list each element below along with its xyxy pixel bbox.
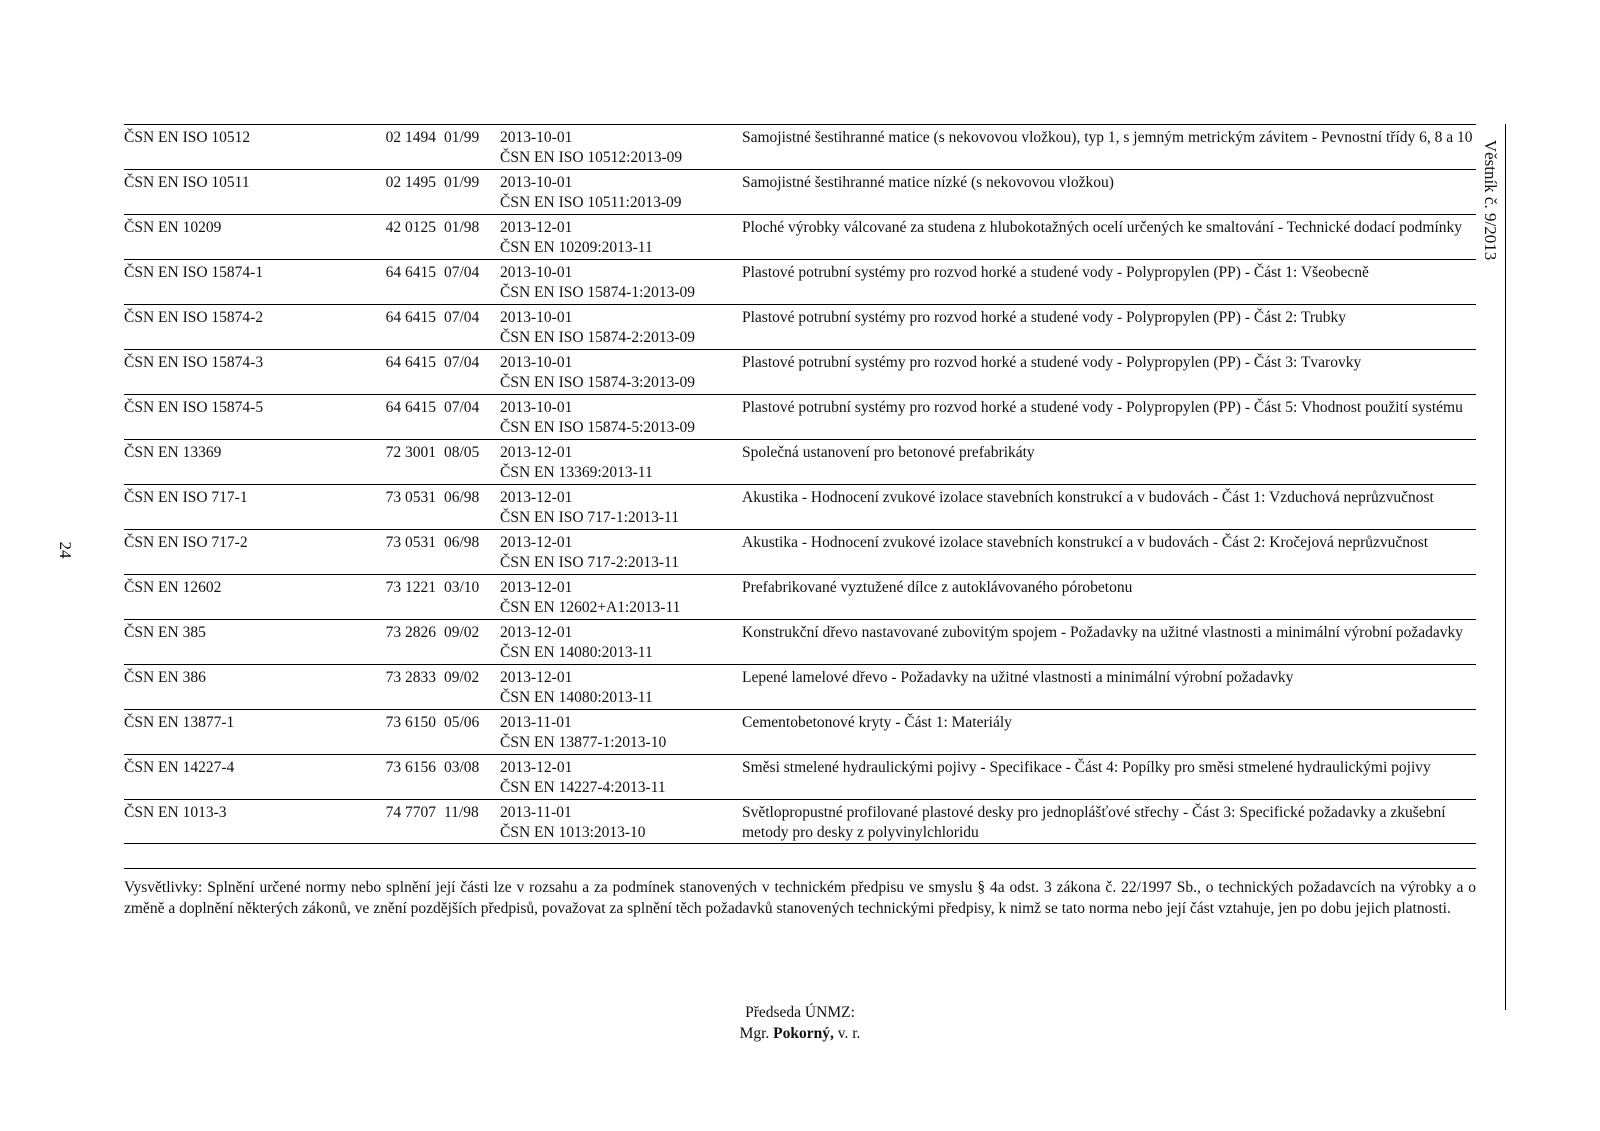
replacement-cell xyxy=(492,800,738,843)
footnote-divider xyxy=(124,868,1476,869)
replacement-cell xyxy=(492,440,738,484)
issue-date: 11/98 xyxy=(444,804,479,821)
issue-date: 08/05 xyxy=(444,444,480,461)
issue-date: 05/06 xyxy=(444,714,480,731)
replacement-cell xyxy=(492,170,738,214)
effective-date: 2013-12-01 xyxy=(500,444,573,461)
effective-date: 2013-10-01 xyxy=(500,264,573,281)
table-row xyxy=(124,124,1476,169)
table-row xyxy=(124,169,1476,214)
table-row xyxy=(124,259,1476,304)
classification-code: 73 2833 xyxy=(385,669,436,686)
page-number: 24 xyxy=(56,541,75,559)
classification-code: 02 1494 xyxy=(385,129,436,146)
replacing-standard: ČSN EN 12602+A1:2013-11 xyxy=(500,599,681,616)
replacing-standard: ČSN EN 10209:2013-11 xyxy=(500,239,653,256)
standard-title: Samojistné šestihranné matice nízké (s nekovovou vložkou) xyxy=(742,174,1114,191)
standard-number: ČSN EN ISO 717-2 xyxy=(124,534,248,551)
standard-title: Akustika - Hodnocení zvukové izolace stavebních konstrukcí a v budovách - Část 2: Kročejová neprůzvučnost xyxy=(742,534,1429,551)
classification-code: 73 0531 xyxy=(385,534,436,551)
replacing-standard: ČSN EN ISO 15874-3:2013-09 xyxy=(500,374,696,391)
replacement-cell xyxy=(492,710,738,754)
effective-date: 2013-10-01 xyxy=(500,399,573,416)
effective-date: 2013-12-01 xyxy=(500,669,573,686)
issue-date: 07/04 xyxy=(444,354,480,371)
issue-date: 06/98 xyxy=(444,489,480,506)
table-row xyxy=(124,619,1476,664)
replacement-cell xyxy=(492,485,738,529)
replacing-standard: ČSN EN ISO 15874-2:2013-09 xyxy=(500,329,696,346)
replacement-cell xyxy=(492,530,738,574)
replacement-cell xyxy=(492,215,738,259)
classification-code: 42 0125 xyxy=(385,219,436,236)
table-row xyxy=(124,214,1476,259)
replacing-standard: ČSN EN 14080:2013-11 xyxy=(500,644,653,661)
effective-date: 2013-12-01 xyxy=(500,219,573,236)
replacement-cell xyxy=(492,665,738,709)
standard-title: Plastové potrubní systémy pro rozvod horké a studené vody - Polypropylen (PP) - Část 3: Tvarovky xyxy=(742,354,1362,371)
replacement-cell xyxy=(492,350,738,394)
effective-date: 2013-12-01 xyxy=(500,579,573,596)
standard-title: Akustika - Hodnocení zvukové izolace stavebních konstrukcí a v budovách - Část 1: Vzduchová neprůzvučnost xyxy=(742,489,1434,506)
table-row xyxy=(124,484,1476,529)
replacement-cell xyxy=(492,125,738,169)
issue-date: 09/02 xyxy=(444,669,480,686)
signature-name: Pokorný, xyxy=(773,1025,834,1042)
effective-date: 2013-12-01 xyxy=(500,489,573,506)
signature-block xyxy=(0,1002,1600,1044)
replacing-standard: ČSN EN 14080:2013-11 xyxy=(500,689,653,706)
standard-title: Plastové potrubní systémy pro rozvod horké a studené vody - Polypropylen (PP) - Část 5: Vhodnost použití systému xyxy=(742,399,1463,416)
standard-number: ČSN EN ISO 717-1 xyxy=(124,489,248,506)
effective-date: 2013-10-01 xyxy=(500,309,573,326)
classification-code: 73 1221 xyxy=(385,579,436,596)
issue-date: 01/98 xyxy=(444,219,480,236)
issue-date: 09/02 xyxy=(444,624,480,641)
issue-date: 07/04 xyxy=(444,264,480,281)
standard-title: Společná ustanovení pro betonové prefabrikáty xyxy=(742,444,1035,461)
effective-date: 2013-11-01 xyxy=(500,804,572,821)
issue-date: 01/99 xyxy=(444,129,480,146)
replacement-cell xyxy=(492,395,738,439)
signature-role: Předseda ÚNMZ: xyxy=(745,1004,855,1021)
classification-code: 64 6415 xyxy=(385,309,436,326)
classification-code: 64 6415 xyxy=(385,354,436,371)
journal-issue-label: Věstník č. 9/2013 xyxy=(1481,139,1500,261)
issue-date: 06/98 xyxy=(444,534,480,551)
standard-number: ČSN EN 13877-1 xyxy=(124,714,235,731)
classification-code: 64 6415 xyxy=(385,399,436,416)
replacing-standard: ČSN EN 13877-1:2013-10 xyxy=(500,734,667,751)
replacement-cell xyxy=(492,575,738,619)
effective-date: 2013-11-01 xyxy=(500,714,572,731)
issue-date: 03/10 xyxy=(444,579,480,596)
standards-table xyxy=(124,124,1476,844)
table-row xyxy=(124,709,1476,754)
classification-code: 64 6415 xyxy=(385,264,436,281)
standard-number: ČSN EN ISO 15874-1 xyxy=(124,264,264,281)
replacing-standard: ČSN EN ISO 10511:2013-09 xyxy=(500,194,682,211)
classification-code: 02 1495 xyxy=(385,174,436,191)
replacing-standard: ČSN EN 1013:2013-10 xyxy=(500,824,646,841)
standard-title: Cementobetonové kryty - Část 1: Materiály xyxy=(742,714,1012,731)
table-row xyxy=(124,754,1476,799)
replacement-cell xyxy=(492,755,738,799)
replacing-standard: ČSN EN ISO 15874-5:2013-09 xyxy=(500,419,696,436)
replacing-standard: ČSN EN ISO 10512:2013-09 xyxy=(500,149,683,166)
standards-table-body xyxy=(124,124,1476,844)
table-row xyxy=(124,529,1476,574)
replacement-cell xyxy=(492,620,738,664)
replacing-standard: ČSN EN 14227-4:2013-11 xyxy=(500,779,666,796)
replacement-cell xyxy=(492,305,738,349)
standard-title: Prefabrikované vyztužené dílce z autoklávovaného pórobetonu xyxy=(742,579,1133,596)
standard-number: ČSN EN 10209 xyxy=(124,219,222,236)
effective-date: 2013-10-01 xyxy=(500,174,573,191)
standard-number: ČSN EN ISO 15874-2 xyxy=(124,309,264,326)
signature-line xyxy=(0,1023,1600,1044)
replacing-standard: ČSN EN ISO 15874-1:2013-09 xyxy=(500,284,696,301)
standard-number: ČSN EN 12602 xyxy=(124,579,222,596)
table-row xyxy=(124,304,1476,349)
standard-number: ČSN EN 386 xyxy=(124,669,206,686)
effective-date: 2013-10-01 xyxy=(500,354,573,371)
side-divider xyxy=(1505,124,1506,1010)
standard-number: ČSN EN ISO 15874-3 xyxy=(124,354,264,371)
effective-date: 2013-12-01 xyxy=(500,759,573,776)
issue-date: 07/04 xyxy=(444,309,480,326)
signature-prefix: Mgr. xyxy=(739,1025,770,1042)
replacing-standard: ČSN EN 13369:2013-11 xyxy=(500,464,653,481)
table-row xyxy=(124,349,1476,394)
standard-title: Samojistné šestihranné matice (s nekovovou vložkou), typ 1, s jemným metrickým závitem - Pevnostní třídy 6, 8 a 10 xyxy=(742,129,1473,146)
classification-code: 74 7707 xyxy=(385,804,436,821)
issue-date: 01/99 xyxy=(444,174,480,191)
table-row xyxy=(124,799,1476,844)
standard-number: ČSN EN 14227-4 xyxy=(124,759,235,776)
classification-code: 73 2826 xyxy=(385,624,436,641)
issue-date: 03/08 xyxy=(444,759,480,776)
table-row xyxy=(124,394,1476,439)
effective-date: 2013-12-01 xyxy=(500,534,573,551)
table-row xyxy=(124,574,1476,619)
classification-code: 73 6156 xyxy=(385,759,436,776)
classification-code: 73 6150 xyxy=(385,714,436,731)
standard-title: Plastové potrubní systémy pro rozvod horké a studené vody - Polypropylen (PP) - Část 1: Všeobecně xyxy=(742,264,1369,281)
classification-code: 72 3001 xyxy=(385,444,436,461)
standard-number: ČSN EN ISO 10512 xyxy=(124,129,251,146)
standard-title: Plastové potrubní systémy pro rozvod horké a studené vody - Polypropylen (PP) - Část 2: Trubky xyxy=(742,309,1347,326)
footnote-text: Vysvětlivky: Splnění určené normy nebo splnění její části lze v rozsahu a za podmínek stanovených v technickém předpisu ve smyslu § 4a odst. 3 zákona č. 22/1997 Sb., o technických požadavcích na výrobky a o změně a doplnění některých zákonů, ve znění pozdějších předpisů, považovat za splnění těch požadavků stanovených technickými předpisy, k nimž se tato norma nebo její část vztahuje, jen po dobu jejich platnosti. xyxy=(124,879,1476,917)
standard-title: Světlopropustné profilované plastové desky pro jednoplášťové střechy - Část 3: Specifické požadavky a zkušební metody pro desky z polyvinylchloridu xyxy=(742,804,1446,841)
replacing-standard: ČSN EN ISO 717-2:2013-11 xyxy=(500,554,679,571)
standard-number: ČSN EN 13369 xyxy=(124,444,222,461)
standard-title: Lepené lamelové dřevo - Požadavky na užitné vlastnosti a minimální výrobní požadavky xyxy=(742,669,1294,686)
classification-code: 73 0531 xyxy=(385,489,436,506)
issue-date: 07/04 xyxy=(444,399,480,416)
standard-title: Směsi stmelené hydraulickými pojivy - Specifikace - Část 4: Popílky pro směsi stmelené hydraulickými pojivy xyxy=(742,759,1431,776)
replacement-cell xyxy=(492,260,738,304)
table-row xyxy=(124,439,1476,484)
table-row xyxy=(124,664,1476,709)
replacing-standard: ČSN EN ISO 717-1:2013-11 xyxy=(500,509,679,526)
effective-date: 2013-10-01 xyxy=(500,129,573,146)
standard-title: Ploché výrobky válcované za studena z hlubokotažných ocelí určených ke smaltování - Technické dodací podmínky xyxy=(742,219,1463,236)
standard-number: ČSN EN ISO 10511 xyxy=(124,174,250,191)
standard-number: ČSN EN 385 xyxy=(124,624,206,641)
standard-number: ČSN EN ISO 15874-5 xyxy=(124,399,264,416)
standard-title: Konstrukční dřevo nastavované zubovitým spojem - Požadavky na užitné vlastnosti a minimální výrobní požadavky xyxy=(742,624,1464,641)
standard-number: ČSN EN 1013-3 xyxy=(124,804,227,821)
signature-suffix: v. r. xyxy=(837,1025,861,1042)
effective-date: 2013-12-01 xyxy=(500,624,573,641)
